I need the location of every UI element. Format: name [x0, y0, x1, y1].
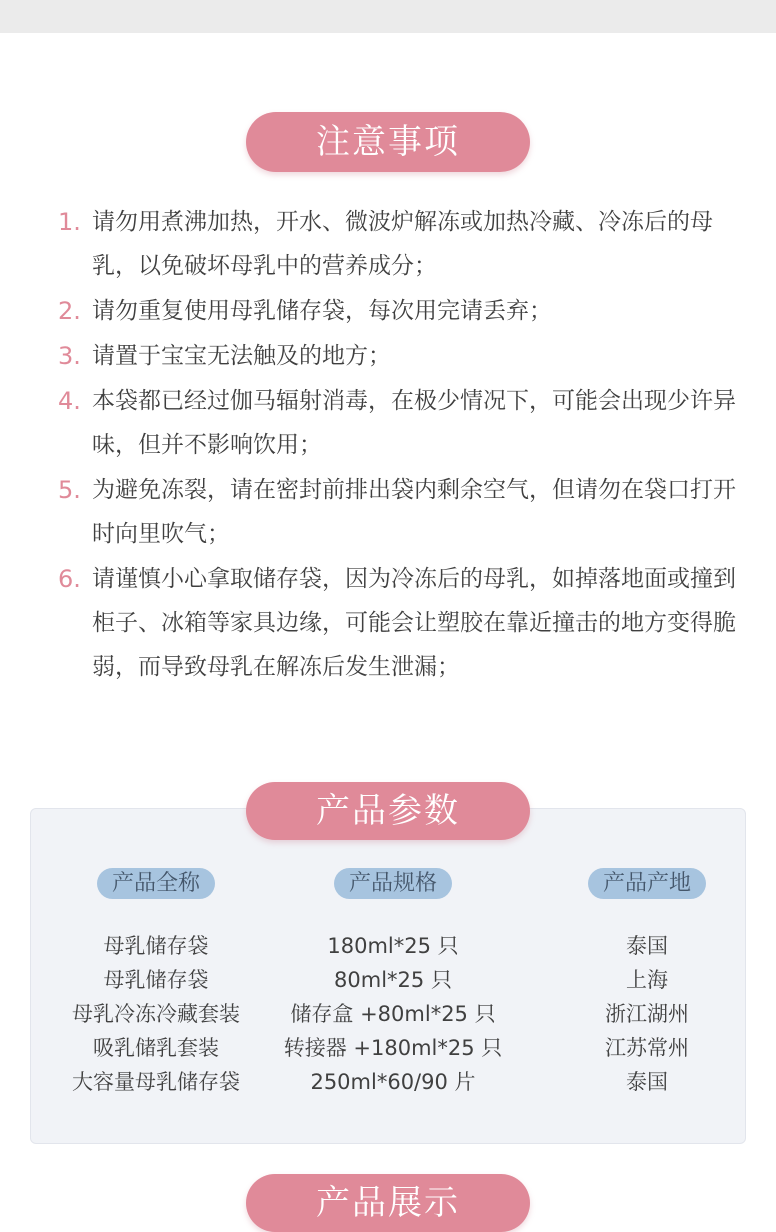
column-header-name: 产品全称: [97, 868, 215, 899]
precaution-item: [58, 557, 758, 689]
params-column-name: [40, 868, 272, 1099]
precaution-number: 3.: [58, 342, 81, 370]
product-name-cell: 大容量母乳储存袋: [72, 1070, 240, 1094]
product-origin-cell: 泰国: [626, 1070, 668, 1094]
precaution-text: 请谨慎小心拿取储存袋，因为冷冻后的母乳，如掉落地面或撞到柜子、冰箱等家具边缘，可能会让塑胶在靠近撞击的地方变得脆弱，而导致母乳在解冻后发生泄漏；: [92, 566, 736, 680]
params-title: 产品参数: [316, 791, 460, 831]
precaution-number: 5.: [58, 476, 81, 504]
column-header-spec: 产品规格: [334, 868, 452, 899]
product-spec-cell: 80ml*25 只: [334, 968, 452, 992]
precaution-item: [58, 468, 758, 556]
precaution-text: 本袋都已经过伽马辐射消毒，在极少情况下，可能会出现少许异味，但并不影响饮用；: [92, 388, 736, 458]
product-origin-cell: 泰国: [626, 934, 668, 958]
product-spec-cell: 储存盒 +80ml*25 只: [290, 1002, 496, 1026]
precaution-text: 请勿用煮沸加热，开水、微波炉解冻或加热冷藏、冷冻后的母乳，以免破坏母乳中的营养成分；: [92, 209, 713, 279]
precautions-title-pill: [246, 112, 530, 172]
column-header-origin: 产品产地: [588, 868, 706, 899]
product-name-cell: 母乳冷冻冷藏套装: [72, 1002, 240, 1026]
params-column-origin: [540, 868, 754, 1099]
params-title-pill: [246, 782, 530, 840]
product-spec-cell: 转接器 +180ml*25 只: [283, 1036, 503, 1060]
precaution-item: [58, 200, 758, 288]
product-name-cell: 母乳储存袋: [103, 968, 209, 992]
product-origin-cell: 浙江湖州: [605, 1002, 689, 1026]
precaution-text: 请置于宝宝无法触及的地方；: [92, 343, 391, 369]
product-spec-cell: 250ml*60/90 片: [310, 1070, 476, 1094]
product-spec-cell: 180ml*25 只: [327, 934, 459, 958]
precautions-title: 注意事项: [316, 122, 460, 162]
precaution-number: 4.: [58, 387, 81, 415]
params-column-spec: [275, 868, 511, 1099]
product-origin-cell: 江苏常州: [605, 1036, 689, 1060]
precautions-list: [58, 200, 758, 690]
display-title: 产品展示: [316, 1183, 460, 1223]
precaution-number: 2.: [58, 297, 81, 325]
top-divider-strip: [0, 0, 776, 33]
precaution-item: [58, 379, 758, 467]
product-name-cell: 吸乳储乳套装: [93, 1036, 219, 1060]
precaution-item: [58, 334, 758, 378]
product-origin-cell: 上海: [626, 968, 668, 992]
precaution-number: 6.: [58, 565, 81, 593]
precaution-text: 请勿重复使用母乳储存袋，每次用完请丢弃；: [92, 298, 552, 324]
display-title-pill: [246, 1174, 530, 1232]
precaution-number: 1.: [58, 208, 81, 236]
product-name-cell: 母乳储存袋: [103, 934, 209, 958]
precaution-text: 为避免冻裂，请在密封前排出袋内剩余空气，但请勿在袋口打开时向里吹气；: [92, 477, 736, 547]
precaution-item: [58, 289, 758, 333]
